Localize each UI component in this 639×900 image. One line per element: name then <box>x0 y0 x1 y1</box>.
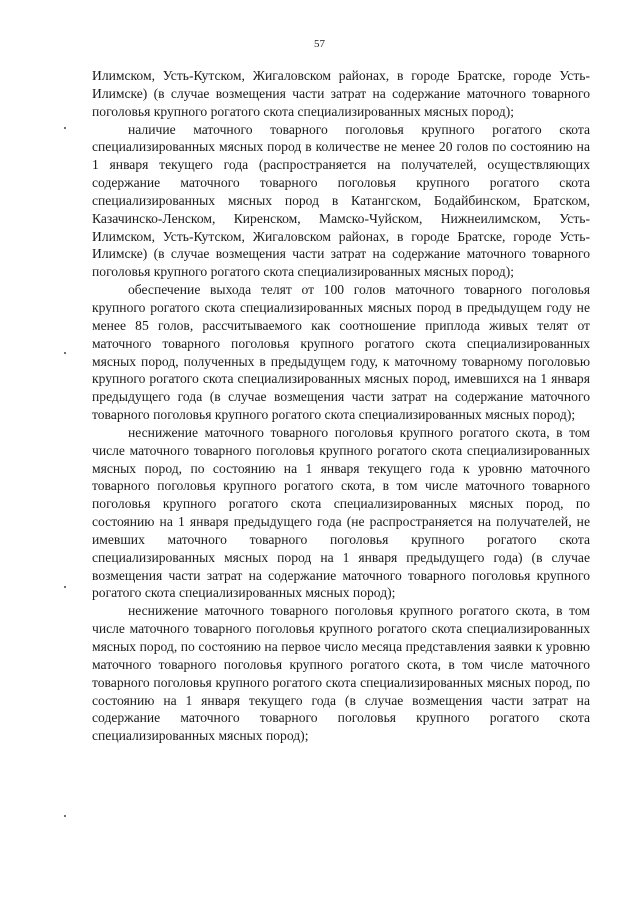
scan-speck <box>64 352 66 354</box>
scan-speck <box>64 815 66 817</box>
paragraph-livestock-count: наличие маточного товарного поголовья крупного рогатого скота специализированных мясных пород в количестве не менее 20 голов по состоянию на 1 января текущего года (распространяется на получателей, осуществляющих содержание маточного товарного поголовья крупного рогатого скота специализированных мясных пород в Катангском, Бодайбинском, Братском, Казачинско-Ленском, Киренском, Мамско-Чуйском, Нижнеилимском, Усть-Илимском, Усть-Кутском, Жигаловском районах, в городе Братске, городе Усть-Илимске) (в случае возмещения части затрат на содержание маточного товарного поголовья крупного рогатого скота специализированных мясных пород); <box>92 121 590 280</box>
paragraph-continuation: Илимском, Усть-Кутском, Жигаловском районах, в городе Братске, городе Усть-Илимске) (в случае возмещения части затрат на содержание маточного товарного поголовья крупного рогатого скота специализированных мясных пород); <box>92 68 590 119</box>
paragraph-no-decrease-annual: неснижение маточного товарного поголовья крупного рогатого скота, в том числе маточного товарного поголовья крупного рогатого скота специализированных мясных пород, по состоянию на 1 января текущего года к уровню маточного товарного поголовья крупного рогатого скота, в том числе маточного товарного поголовья крупного рогатого скота специализированных мясных пород, по состоянию на 1 января предыдущего года (не распространяется на получателей, не имевших маточного товарного поголовья крупного рогатого скота специализированных мясных пород на 1 января предыдущего года) (в случае возмещения части затрат на содержание маточного товарного поголовья крупного рогатого скота специализированных мясных пород); <box>92 424 590 601</box>
page-number: 57 <box>314 38 325 50</box>
paragraph-calf-yield: обеспечение выхода телят от 100 голов маточного товарного поголовья крупного рогатого скота специализированных мясных пород в предыдущем году не менее 85 голов, рассчитываемого как соотношение приплода живых телят от маточного товарного поголовья крупного рогатого скота специализированных мясных пород, полученных в предыдущем году, к маточному товарному поголовью крупного рогатого скота специализированных мясных пород, имевшихся на 1 января предыдущего года (в случае возмещения части затрат на содержание маточного товарного поголовья крупного рогатого скота специализированных мясных пород); <box>92 282 590 423</box>
paragraph-no-decrease-monthly: неснижение маточного товарного поголовья крупного рогатого скота, в том числе маточного товарного поголовья крупного рогатого скота специализированных мясных пород, по состоянию на первое число месяца представления заявки к уровню маточного товарного поголовья крупного рогатого скота, в том числе маточного товарного поголовья крупного рогатого скота специализированных мясных пород, по состоянию на 1 января текущего года (в случае возмещения части затрат на содержание маточного товарного поголовья крупного рогатого скота специализированных мясных пород); <box>92 603 590 744</box>
scan-speck <box>64 586 66 588</box>
document-body <box>92 67 590 745</box>
scan-speck <box>64 127 66 129</box>
